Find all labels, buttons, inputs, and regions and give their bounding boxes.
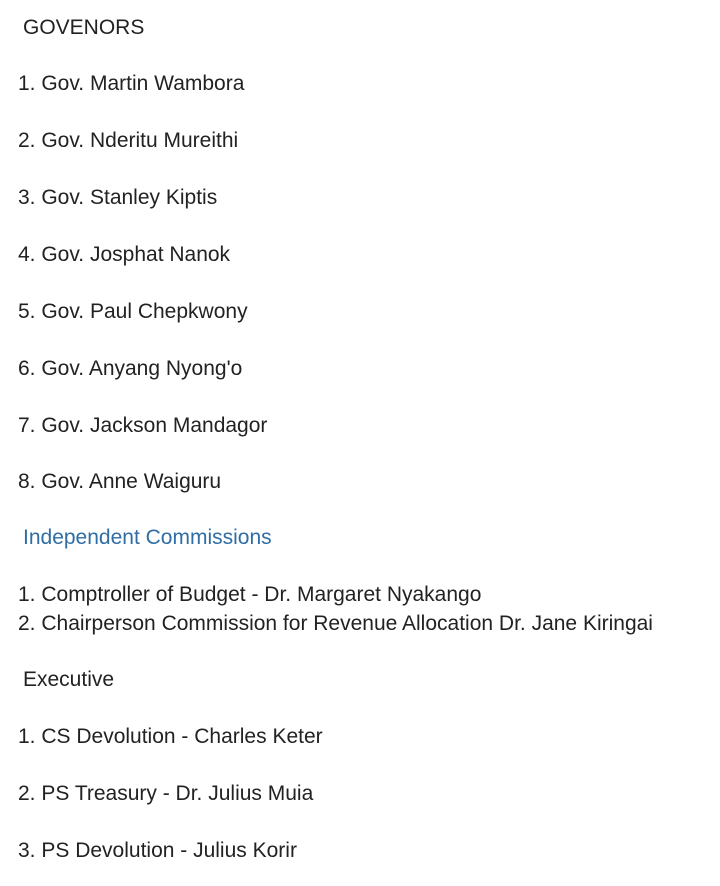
executive-item: 2. PS Treasury - Dr. Julius Muia	[18, 782, 314, 805]
commission-item: 1. Comptroller of Budget - Dr. Margaret Nyakango	[18, 583, 482, 606]
commission-item: 2. Chairperson Commission for Revenue Allocation Dr. Jane Kiringai	[18, 612, 653, 635]
governor-item: 6. Gov. Anyang Nyong'o	[18, 357, 243, 380]
independent-commissions-link[interactable]: Independent Commissions	[23, 526, 272, 549]
governor-item: 7. Gov. Jackson Mandagor	[18, 414, 268, 437]
governors-heading: GOVENORS	[23, 16, 145, 39]
governor-item: 2. Gov. Nderitu Mureithi	[18, 129, 239, 152]
governor-item: 8. Gov. Anne Waiguru	[18, 470, 222, 493]
governor-item: 4. Gov. Josphat Nanok	[18, 243, 231, 266]
governor-item: 3. Gov. Stanley Kiptis	[18, 186, 218, 209]
governor-item: 1. Gov. Martin Wambora	[18, 72, 245, 95]
executive-item: 1. CS Devolution - Charles Keter	[18, 725, 323, 748]
governor-item: 5. Gov. Paul Chepkwony	[18, 300, 248, 323]
executive-heading: Executive	[23, 668, 115, 691]
executive-item: 3. PS Devolution - Julius Korir	[18, 839, 297, 862]
